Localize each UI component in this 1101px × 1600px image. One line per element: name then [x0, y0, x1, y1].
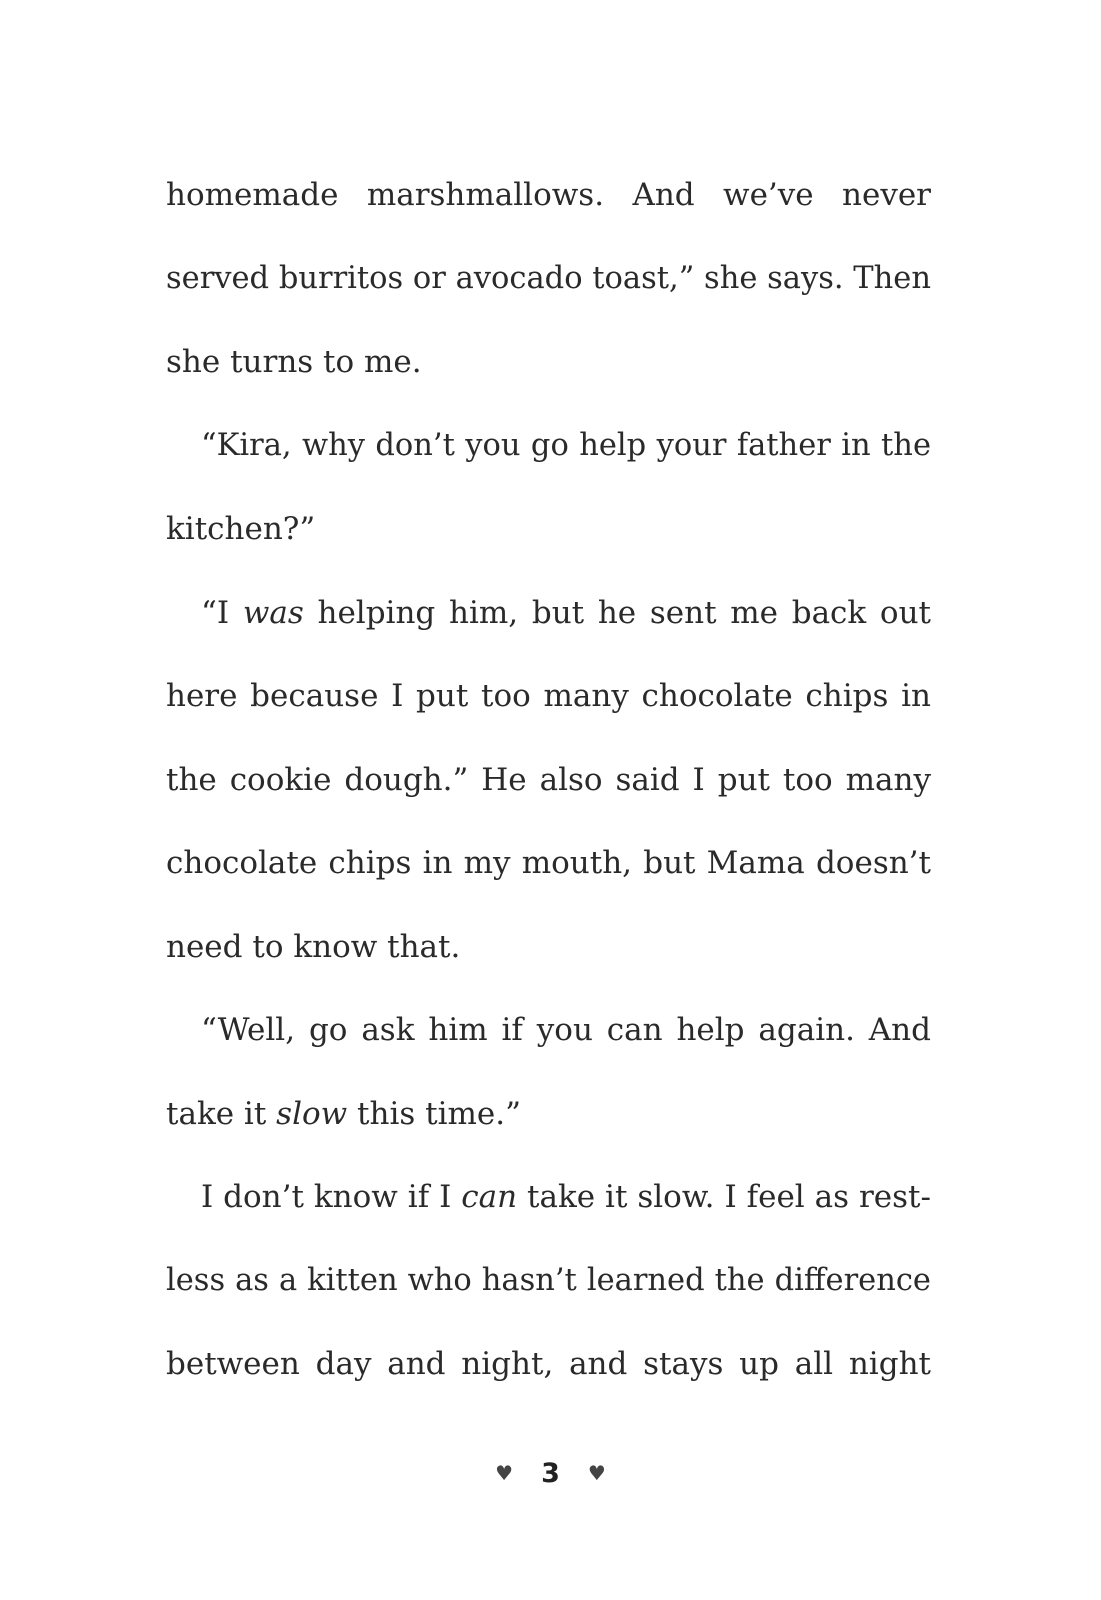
text-line: [166, 414, 931, 498]
text-line: [166, 581, 931, 665]
text-segment: less as a kitten who hasn’t learned the difference: [166, 1262, 931, 1298]
text-line: [166, 163, 931, 247]
text-segment: the cookie dough.” He also said I put too many: [166, 761, 931, 798]
italic-text: can: [461, 1179, 518, 1215]
italic-text: slow: [276, 1095, 348, 1132]
text-segment: I don’t know if I: [201, 1179, 462, 1215]
text-segment: “I: [201, 594, 243, 631]
text-segment: homemade marshmallows. And we’ve never: [166, 177, 931, 213]
text-segment: need to know that.: [166, 928, 461, 965]
text-segment: here because I put too many chocolate chips in: [166, 678, 931, 714]
text-segment: “Well, go ask him if you can help again. And: [201, 1012, 931, 1048]
text-line: [166, 664, 931, 748]
text-segment: “Kira, why don’t you go help your father in the: [201, 427, 931, 463]
page-footer: [0, 1453, 1101, 1493]
italic-text: was: [242, 594, 304, 631]
page-number: 3: [541, 1457, 560, 1489]
text-line: [166, 1249, 931, 1333]
text-line: [166, 1082, 931, 1166]
text-segment: served burritos or avocado toast,” she says. Then: [166, 260, 931, 296]
text-line: [166, 497, 931, 581]
text-line: [166, 1165, 931, 1249]
text-segment: between day and night, and stays up all night: [166, 1346, 931, 1382]
text-segment: kitchen?”: [166, 511, 316, 547]
body-text: [166, 163, 931, 1416]
text-segment: chocolate chips in my mouth, but Mama doesn’t: [166, 845, 931, 881]
text-segment: she turns to me.: [166, 344, 422, 380]
heart-icon: ♥: [587, 1461, 606, 1485]
text-line: [166, 1332, 931, 1416]
text-line: [166, 247, 931, 331]
text-line: [166, 998, 931, 1082]
text-line: [166, 831, 931, 915]
heart-icon: ♥: [495, 1461, 514, 1485]
text-segment: this time.”: [347, 1095, 521, 1132]
text-line: [166, 748, 931, 832]
text-line: [166, 330, 931, 414]
text-line: [166, 915, 931, 999]
text-segment: take it: [166, 1095, 277, 1132]
text-segment: helping him, but he sent me back out: [303, 594, 932, 631]
text-segment: take it slow. I feel as rest-: [517, 1179, 931, 1215]
